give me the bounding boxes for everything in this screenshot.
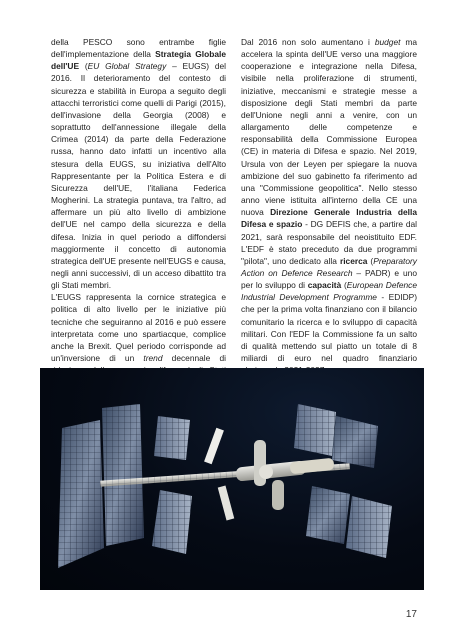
italic-term: Preparatory Action on Defence Research xyxy=(241,255,417,278)
space-station-photo xyxy=(40,368,424,590)
italic-term: EU Global Strategy xyxy=(87,61,167,72)
space-station-illustration xyxy=(40,368,424,590)
bold-term-eugs: Strategia Globale dell'UE xyxy=(51,49,226,72)
text-run: - DG DEFIS che, a partire dal 2021, sarà responsabile del neoistituito EDF. L'EDF è stato preceduto da due programmi "pilota", uno dedicato alla xyxy=(241,219,417,266)
text-run: decennale di xyxy=(171,353,226,364)
text-run: L'EUGS rappresenta la cornice strategica e politica di alto livello per le iniziative più tecniche che seguiranno al 2016 e può essere interpretata come uno spartiacque, complice anche la Brexit. Quel periodo corrisponde ad un'inversione di un xyxy=(51,292,226,364)
page-number: 17 xyxy=(405,609,417,620)
text-run: – EUGS) del 2016. Il deterioramento del contesto di sicurezza e stabilità in Europa a seguito degli attacchi terroristici come quelli di Parigi (2015), dell'invasione della Georgia (2008) e soprattutto dell'annessione illegale della Crimea (2014) da parte della Federazione russa, hanno dato infatti un incentivo alla stesura della EUGS, su iniziativa dell'Alto Rappresentante per la Politica Estera e di Sicurezza dell'UE, l'italiana Federica Mogherini. La strategia puntava, tra l'altro, ad affermare un più alto livello di ambizione dell'UE nel campo della sicurezza e della difesa. Inizia in quel periodo a diffondersi maggiormente il concetto di autonomia strategica dell'UE presente nell'EUGS e causa, negli anni successivi, di un acceso dibattito tra gli Stati membri. xyxy=(51,61,227,291)
italic-term: trend xyxy=(143,353,163,364)
bold-term-dg-defis: Direzione Generale Industria della Difesa e spazio xyxy=(241,207,417,230)
text-run: ma accelera la spinta dell'UE verso una maggiore cooperazione e integrazione nella Difesa, visibile nella proliferazione di strumenti, iniziative, meccanismi e strategie messe a disposizione degli Stati membri da parte dell'Unione negli anni a venire, con un allargamento delle competenze e responsabilità della Commissione Europea (CE) in materia di Difesa e spazio. Nel 2019, Ursula von der Leyen per spiegare la nuova ambizione del suo gabinetto fa riferimento ad una "Commissione geopolitica". Nello stesso anno viene istituita all'interno della CE una nuova xyxy=(241,37,418,218)
text-run: ( xyxy=(341,280,347,291)
text-run: della PESCO sono entrambe figlie dell'implementazione della xyxy=(51,37,226,60)
text-run: Dal 2016 non solo aumentano i xyxy=(241,37,375,47)
solar-array-right xyxy=(294,404,392,558)
bold-term-capacita: capacità xyxy=(307,280,342,291)
solar-array-mid xyxy=(152,416,192,554)
text-run: ( xyxy=(367,255,374,266)
right-paragraph-1 xyxy=(241,36,417,376)
right-column xyxy=(241,36,417,413)
italic-term: budget xyxy=(374,37,401,47)
text-run: ( xyxy=(79,61,88,72)
text-run: - EDIDP) che per la prima volta finanziano con il bilancio comunitario la ricerca e lo sviluppo di capacità militari. Con l'EDF la Commissione fa un salto di qualità mettendo sul piatto un totale di 8 miliardi di euro nel quadro finanziario xyxy=(241,292,417,364)
left-column xyxy=(51,36,226,413)
italic-term: European Defence Industrial Development Programme xyxy=(241,280,417,303)
left-paragraph-1 xyxy=(51,36,226,291)
text-run: – PADR) e uno per lo sviluppo di xyxy=(241,267,417,291)
bold-term-ricerca: ricerca xyxy=(339,255,368,266)
